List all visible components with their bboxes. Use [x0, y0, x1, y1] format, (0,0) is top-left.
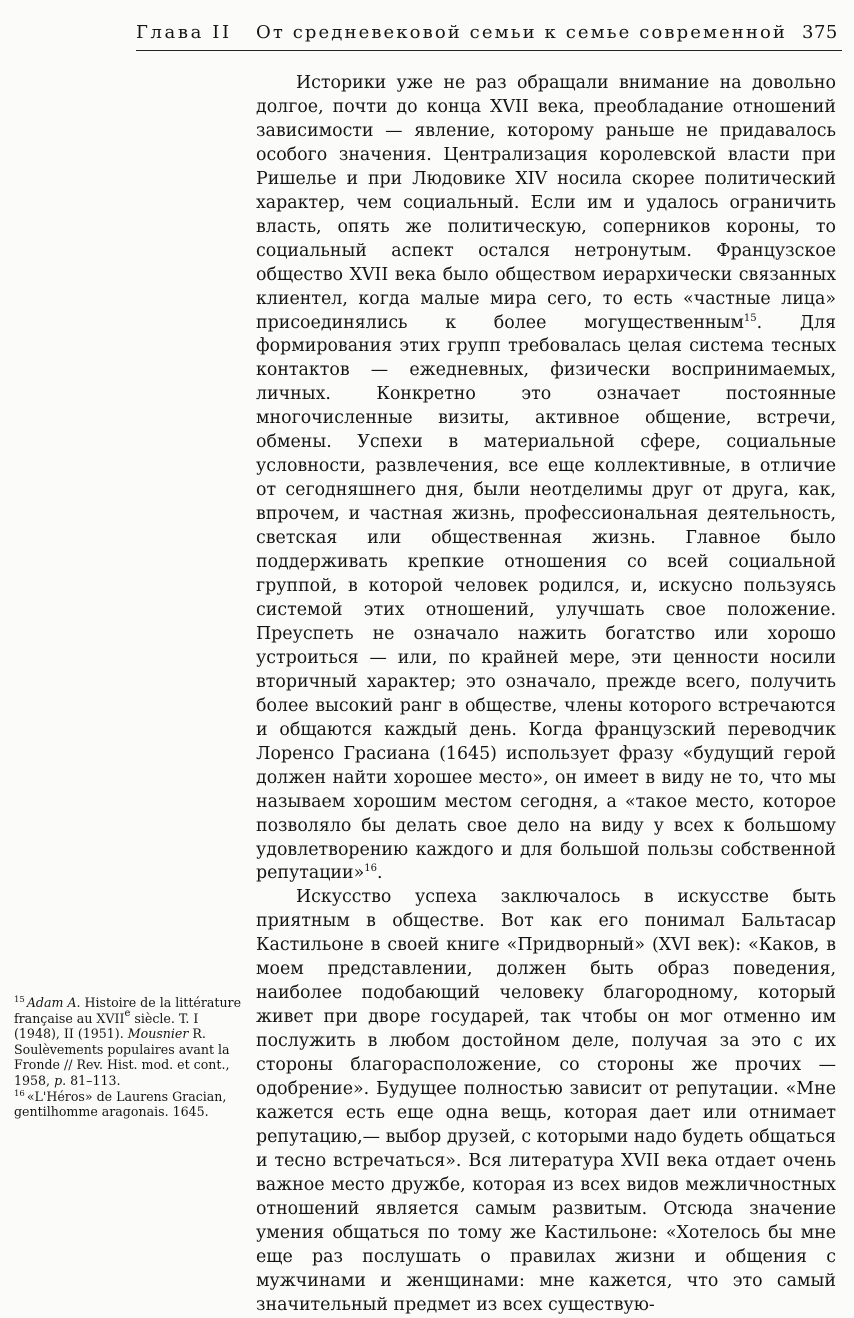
- text-run: «L'Héros» de Laurens Gracian, gentilhomme aragonais. 1645.: [14, 1088, 227, 1120]
- text-run: 81–113.: [66, 1072, 121, 1088]
- chapter-label: Глава II: [136, 22, 232, 43]
- footnote-number: 16: [14, 1088, 25, 1099]
- text-run: R. Soulèvements populaires avant la Fronde // Rev. Hist. mod. et cont., 1958,: [14, 1026, 230, 1088]
- italic-run: p.: [54, 1072, 67, 1088]
- footnote-16: [14, 1089, 242, 1120]
- text-run: Историки уже не раз обращали внимание на довольно долгое, почти до конца XVII века, преобладание отношений зависимости — явление, которому раньше не придавалось особого значения. Централизация королевской власти при Ришелье и при Людовике XIV носила скорее политический характер, чем социальный. Если им и удалось ограничить власть, опять же политическую, соперников короны, то социальный аспект остался нетронутым. Французское общество XVII века было обществом иерархически связанных клиентел, когда малые мира сего, то есть «частные лица» присоединялись к более могущественным: [256, 73, 836, 333]
- running-header: [0, 14, 854, 48]
- text-run: Искусство успеха заключалось в искусстве быть приятным в обществе. Вот как его понимал Бальтасар Кастильоне в своей книге «Придворный» (XVI век): «Каков, в моем представлении, должен быть образ поведения, наиболее подобающий человеку благородному, который живет при дворе государей, так чтобы он мог отменно им послужить в любом достойном деле, получая за это с их стороны благорасположение, со стороны же прочих — одобрение». Будущее полностью зависит от репутации. «Мне кажется есть еще одна вещь, которая дает или отнимает репутацию,— выбор друзей, с которыми надо будеть общаться и тесно встречаться». Вся литература XVII века отдает очень важное место дружбе, которая из всех видов межличностных отношений является самым развитым. Отсюда значение умения общаться по тому же Кастильоне: «Хотелось бы мне еще раз послушать о правилах жизни и общения с мужчинами и женщинами: мне кажется, что это самый значительный предмет из всех существую-: [256, 887, 836, 1315]
- text-run: Histoire de la littérature française au XVII: [14, 995, 242, 1026]
- footnote-number: 15: [14, 995, 25, 1005]
- italic-run: Adam A.: [26, 995, 81, 1010]
- chapter-title: От средневековой семьи к семье современной: [256, 22, 788, 43]
- footnote-15: [14, 995, 242, 1089]
- paragraph-1: [256, 72, 836, 886]
- footnotes: [14, 995, 242, 1120]
- text-run: . Для формирования этих групп требовалась целая система тесных контактов — ежедневных, физически воспринимаемых, личных. Конкретно это означает постоянные многочисленные визиты, активное общение, встречи, обмены. Успехи в материальной сфере, социальные условности, развлечения, все еще коллективные, в отличие от сегодняшнего дня, были неотделимы друг от друга, как, впрочем, и частная жизнь, профессиональная деятельность, светская или общественная жизнь. Главное было поддерживать крепкие отношения со всей социальной группой, в которой человек родился, и, искусно пользуясь системой этих отношений, улучшать свое положение. Преуспеть не означало нажить богатство или хорошо устроиться — или, по крайней мере, эти ценности носили вторичный характер; это означало, прежде всего, получить более высокий ранг в обществе, члены которого встречаются и общаются каждый день. Когда французский переводчик Лоренсо Грасиана (1645) использует фразу «будущий герой должен найти хорошее место», он имеет в виду не то, что мы называем хорошим местом сегодня, а «такое место, которое позволяло бы делать свое дело на виду у всех к большому удовлетворению каждого и для большой пользы собственной репутации»: [256, 312, 836, 884]
- footnote-ref: e: [124, 1007, 131, 1019]
- footnote-ref: 15: [743, 312, 757, 324]
- header-rule: [136, 50, 842, 51]
- text-run: .: [376, 863, 383, 884]
- footnote-ref: 16: [364, 863, 377, 875]
- text-run: siècle. T. I (1948), II (1951).: [14, 1010, 199, 1042]
- paragraph-2: [256, 886, 836, 1317]
- main-text: [256, 72, 836, 1318]
- page-number: 375: [802, 22, 838, 43]
- italic-run: Mousnier: [127, 1026, 189, 1042]
